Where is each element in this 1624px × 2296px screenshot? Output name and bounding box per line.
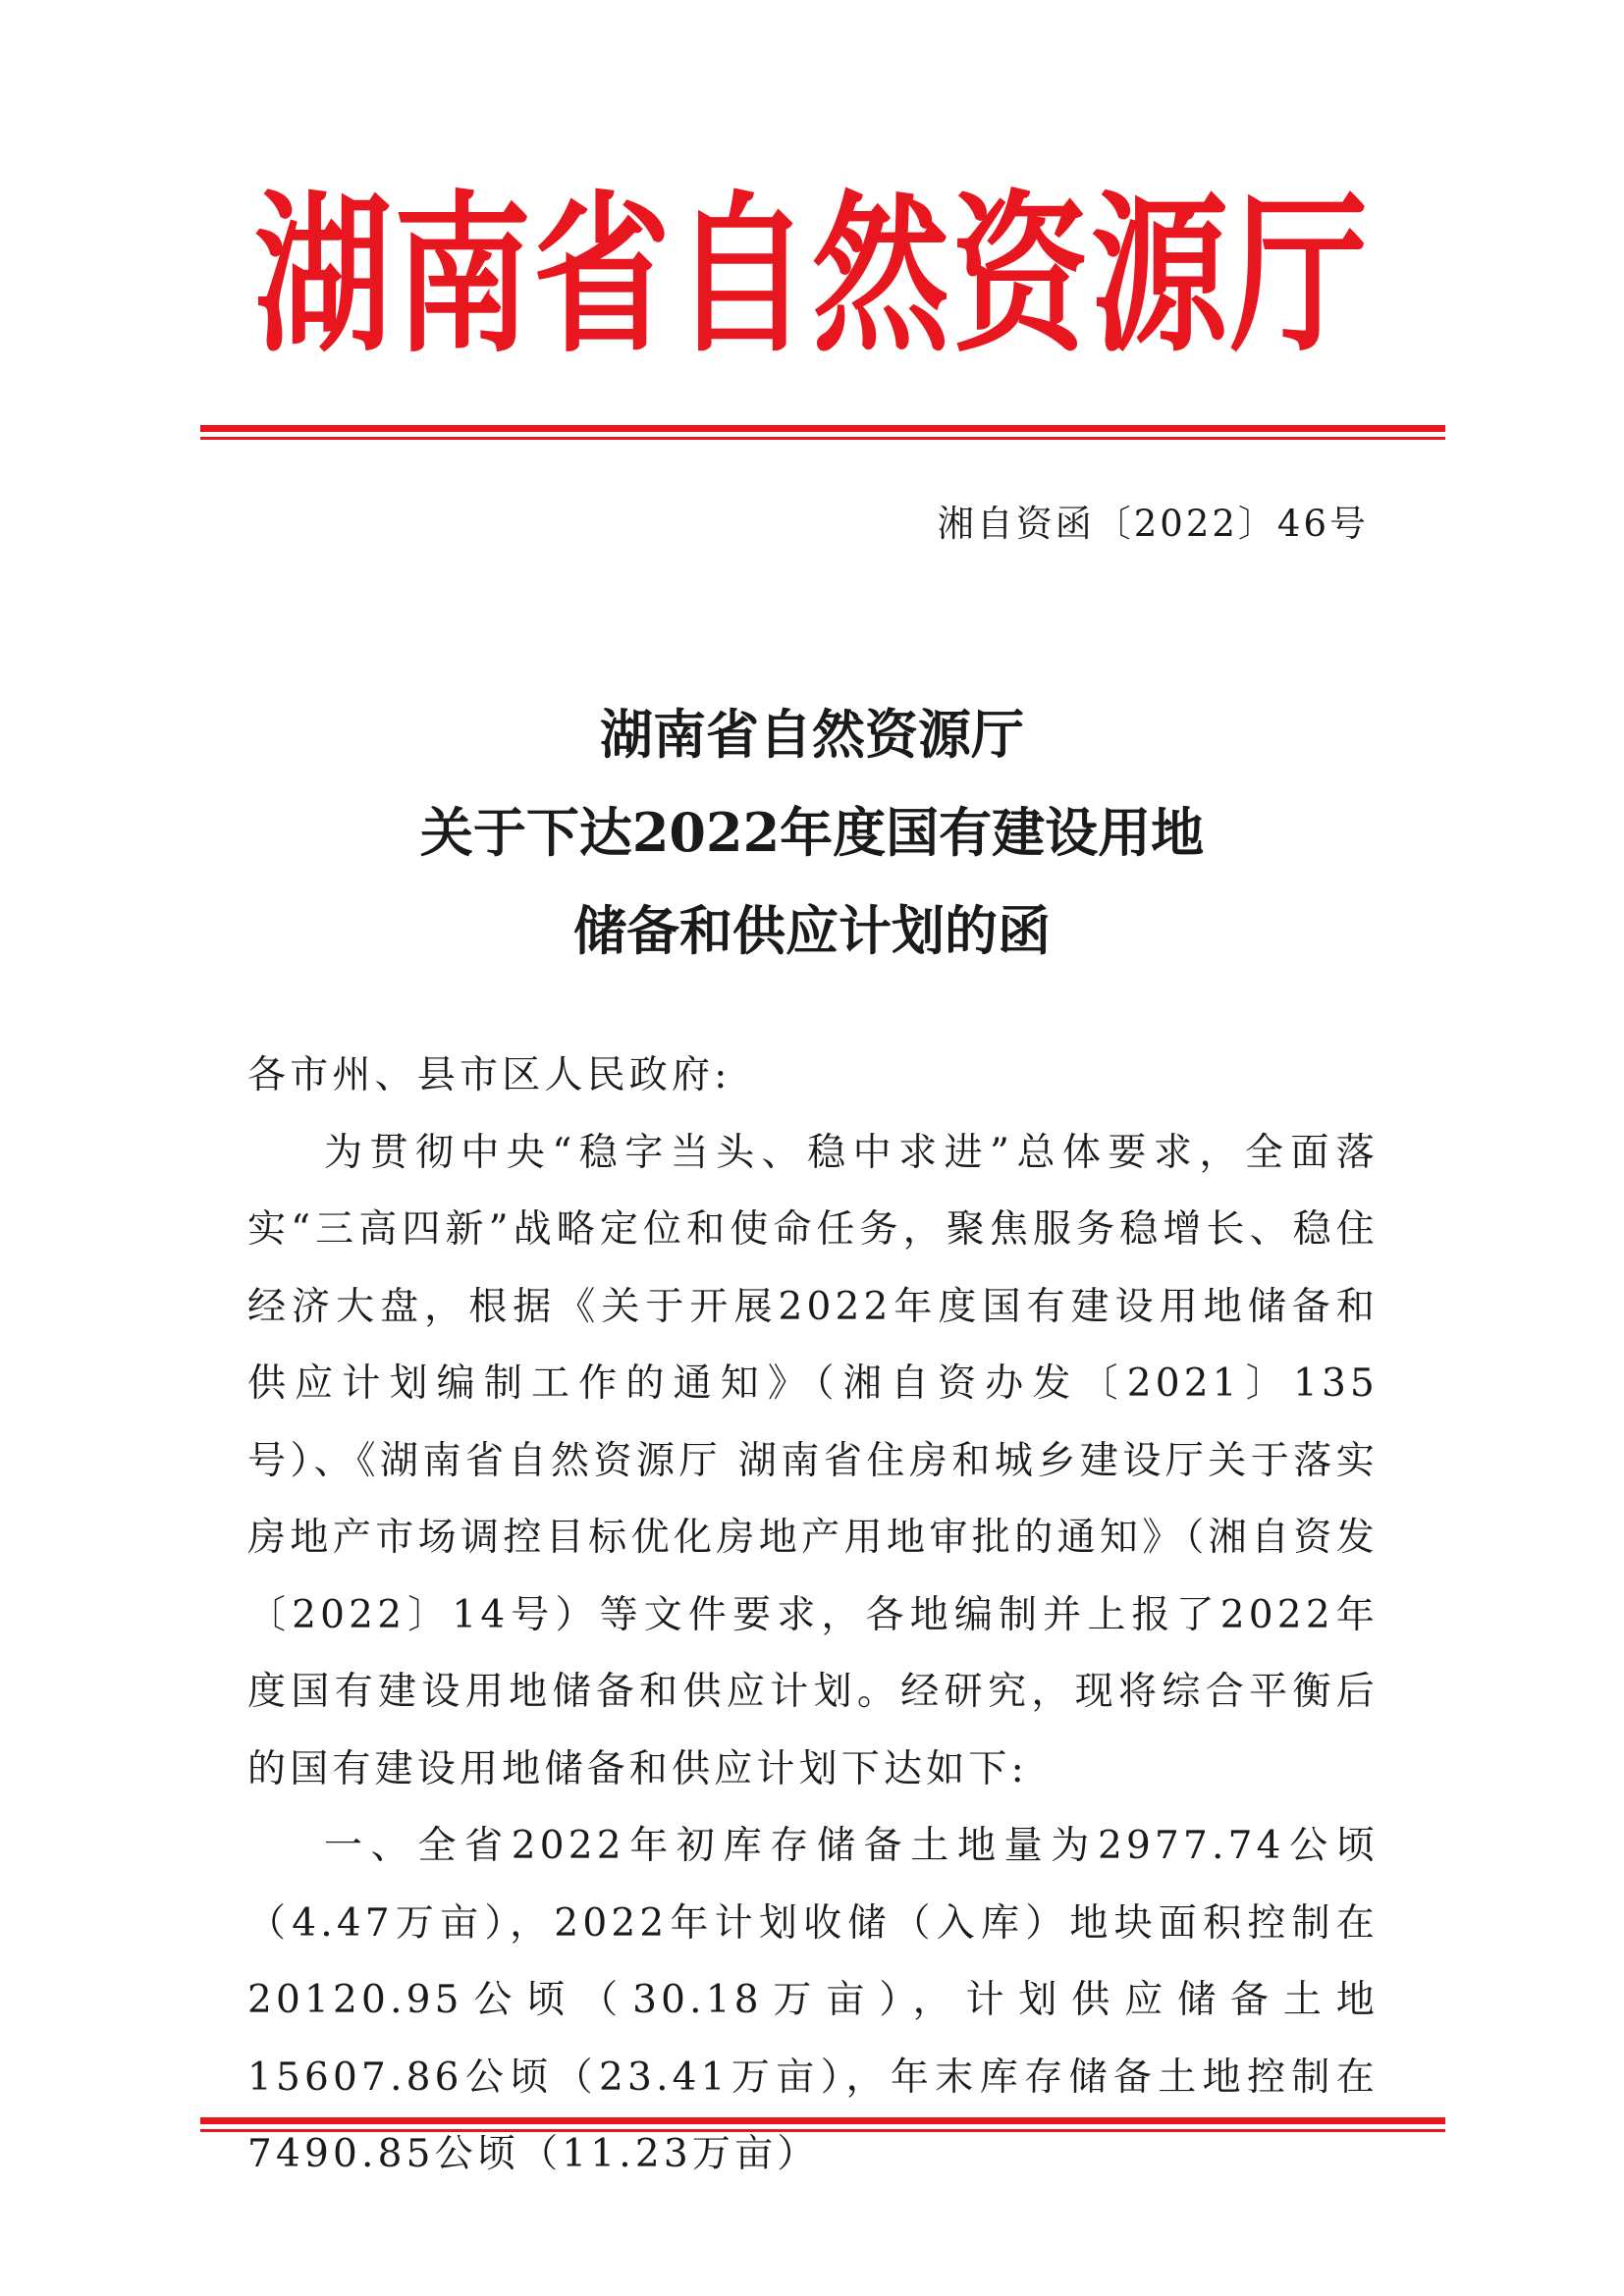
body-paragraph-2: 一、全省2022年初库存储备土地量为2977.74公顷（4.47万亩），2022年计划收储（入库）地块面积控制在20120.95公顷（30.18万亩），计划供应储备土地15607.86公顷（23.41万亩），年末库存储备土地控制在7490.85公顷（11.23万亩） [247, 1824, 1379, 2176]
document-number: 湘自资函〔2022〕46号 [937, 503, 1369, 545]
salutation: 各市州、县市区人民政府: [247, 1053, 731, 1097]
document-title [0, 685, 1624, 980]
footer-red-divider [200, 2117, 1445, 2132]
document-title-line-2: 关于下达2022年度国有建设用地 [419, 801, 1205, 864]
document-body [247, 1038, 1379, 2194]
document-title-line-1: 湖南省自然资源厅 [600, 703, 1024, 766]
document-title-line-3: 储备和供应计划的函 [573, 899, 1051, 962]
body-paragraph-1: 为贯彻中央“稳字当头、稳中求进”总体要求，全面落实“三高四新”战略定位和使命任务，聚焦服务稳增长、稳住经济大盘，根据《关于开展2022年度国有建设用地储备和供应计划编制工作的通知》（湘自资办发〔2021〕135号）、《湖南省自然资源厅 湖南省住房和城乡建设厅关于落实房地产市场调控目标优化房地产用地审批的通知》（湘自资发〔2022〕14号）等文件要求，各地编制并上报了2022年度国有建设用地储备和供应计划。经研究，现将综合平衡后的国有建设用地储备和供应计划下达如下: [247, 1130, 1379, 1791]
agency-header-title: 湖南省自然资源厅 [253, 177, 1370, 377]
header-red-divider [200, 425, 1445, 440]
